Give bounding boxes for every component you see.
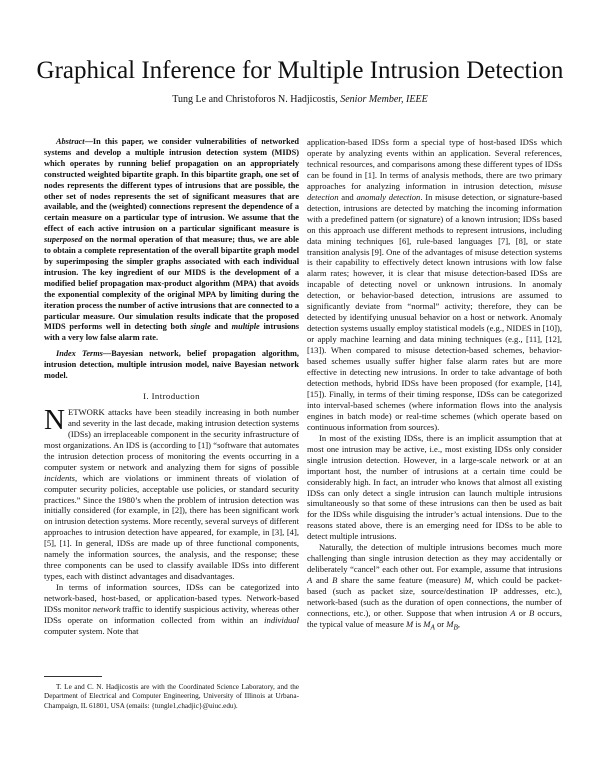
body-text: , <box>457 618 460 629</box>
intro-emphasis: incidents <box>44 472 76 483</box>
body-paragraph: In most of the existing IDSs, there is an implicit assumption that at most one intrusion may be active, i.e., most existing IDSs only consider single intrusion detection. However, in a large-scale network or at an important host, the number of intrusions at a certain time could be considerably high. In fact, an intruder who knows that almost all existing IDSs can only detect a single intrusion can launch multiple intrusions simultaneously so that some of these intrusions can then be used as bait for the IDSs while disguising the intruder’s actual intensions. Due to the reasons stated above, there is an emerging need for IDSs to be able to detect multiple intrusions. <box>307 432 562 542</box>
authors: Tung Le and Christoforos N. Hadjicostis, <box>172 94 338 105</box>
intro-text: , which are violations or imminent threats of violation of computer security policies, acceptable use policies, or standard security practices.” Since the 1980’s when the problem of intrusion detection was initially considered (for example, in [2]), there has been significant work on intrusion detection systems. More recently, several surveys of different approaches to intrusion detection have appeared, for example, in [3], [4], [5], [1]. In general, IDSs are made up of three functional components, namely the information sources, the analysis, and the response; these three components can be used to classify available IDSs into different types, each with distinct advantages and disadvantages. <box>44 472 299 582</box>
author-role: Senior Member, IEEE <box>340 94 428 105</box>
math-symbol: A <box>307 575 313 586</box>
intro-paragraph <box>44 582 299 637</box>
body-text: share the same feature (measure) <box>341 575 461 586</box>
body-text: and <box>341 191 354 202</box>
math-symbol: M <box>446 618 454 629</box>
left-column <box>44 137 299 637</box>
body-text: or <box>436 618 445 629</box>
abstract-text: and <box>214 322 228 332</box>
intro-text: computer system. Note that <box>44 625 139 636</box>
abstract-emphasis: multiple <box>231 322 260 332</box>
drop-cap: N <box>44 403 65 436</box>
body-text: , which could be packet-based (such as packet size, source/destination IP addresses, etc.), network-based (such as the duration of open connections, the number of connections, etc.), or other. Suppose that when intrusion <box>307 575 562 618</box>
intro-emphasis: individual <box>264 615 299 625</box>
index-terms-text: —Bayesian network, belief propagation algorithm, intrusion detection, multiple intrusion model, naive Bayesian network model. <box>44 349 299 381</box>
index-terms <box>44 349 299 382</box>
body-paragraph <box>307 542 562 633</box>
math-subscript: B <box>453 623 458 632</box>
body-emphasis: misuse detection <box>307 180 562 202</box>
intro-text: ETWORK attacks have been steadily increasing in both number and severity in the last decade, making intrusion detection systems (IDSs) an irreplaceable component in the security infrastructure of most organizations. An IDS is (according to [1]) “software that automates the intrusion detection process of monitoring the events occurring in a computer system or network and analyzing them for signs of possible <box>44 406 299 472</box>
abstract-text: —In this paper, we consider vulnerabilities of networked systems and develop a multiple intrusion detection system (MIDS) which operates by running belief propagation on an appropriately constructed weighted bipartite graph. In this bipartite graph, one set of nodes represents the different types of intrusions that are possible, the other set of nodes represents the set of significant measures that are available, and the (weighted) connections represent the dependence of a certain measure on a particular type of intrusion. We assume that the effect of each active intrusion on a particular significant measure is <box>44 137 299 234</box>
abstract-emphasis: superposed <box>44 235 83 245</box>
math-symbol: B <box>529 607 535 618</box>
body-text: or <box>518 607 526 618</box>
math-symbol: M <box>464 575 472 586</box>
abstract-emphasis: single <box>190 322 211 332</box>
body-text: application-based IDSs form a special type of host-based IDSs which operate by analyzing events within an application. Several references, technical resources, and comparisons among these different types of IDSs can be found in [1]. In terms of analysis methods, there are two primary approaches for analyzing information in intrusion detection, <box>307 137 562 191</box>
math-symbol: M <box>406 618 414 629</box>
math-symbol: A <box>510 607 516 618</box>
intro-text: In terms of information sources, IDSs can be categorized into network-based, host-based, or application-based types. Network-based IDSs monitor <box>44 582 299 615</box>
body-text: occurs, the typical value of measure <box>307 607 562 629</box>
abstract-text: intrusions with a very low false alarm rate. <box>44 322 300 343</box>
body-text: and <box>315 575 329 586</box>
right-column <box>307 137 562 634</box>
paper-title: Graphical Inference for Multiple Intrusion Detection <box>36 57 564 84</box>
body-text: . In misuse detection, or signature-based detection, intrusions are detected by matching the incoming information with a predefined pattern (or signature) of a known intrusion; IDSs based on this approach use different methods to represent intrusions, including data mining techniques [6], rule-based languages [7], [8], or state transition analysis [9]. One of the advantages of misuse detection systems is their capability to effectively detect known intrusions with low false alarm rates; however, it is clear that misuse detection-based IDSs are incapable of detecting novel or unknown intrusions. In anomaly detection, or behavior-based detection, intrusions are assumed to significantly deviate from “normal” activity; therefore, they can be detected by identifying unusual behavior on a host or network. Anomaly detection systems usually employ statistical models (e.g., NIDES in [10]), or apply machine learning and data mining techniques (e.g., [11], [12], [13]). When compared to misuse detection-based schemes, behavior-based schemes usually suffer higher false alarm rates but are more effective in detecting new intrusions. In order to take advantage of both detection methods, hybrid IDSs have been proposed (for example, [14], [15]). Finally, in terms of their timing response, IDSs can be categorized into interval-based schemes (where information flows into the analysis engines in batch mode) or real-time schemes (which operate based on continuous information from sources). <box>307 191 563 432</box>
footnote-divider <box>44 676 102 677</box>
math-symbol: B <box>332 575 338 586</box>
footnote: T. Le and C. N. Hadjicostis are with the Coordinated Science Laboratory, and the Department of Electrical and Computer Engineering, University of Illinois at Urbana-Champaign, IL 61801, USA (emails: {tungle1,chadjic}@uiuc.edu). <box>44 683 299 710</box>
abstract-label: Abstract <box>56 137 85 146</box>
abstract-text: on the normal operation of that measure; thus, we are able to obtain a complete representation of the overall bipartite graph model by superimposing the simpler graphs associated with each individual intrusion. The key ingredient of our MIDS is the development of a modified belief propagation max-product algorithm (MPA) that avoids the exponential complexity of the original MPA by limiting during the iteration process the number of active intrusions that are connected to a particular measure. Our simulation results indicate that the proposed MIDS performs well in detecting both <box>44 235 299 332</box>
math-symbol: M <box>423 618 431 629</box>
math-subscript: A <box>430 623 435 632</box>
body-text: is <box>415 618 422 629</box>
intro-text: traffic to identify suspicious activity, whereas other IDSs operate on information collected from within an <box>44 604 299 625</box>
author-line <box>0 94 600 106</box>
intro-emphasis: network <box>92 604 121 615</box>
section-heading: I. Introduction <box>143 390 200 401</box>
intro-paragraph <box>44 403 299 582</box>
index-terms-label: Index Terms <box>56 349 103 359</box>
body-text: Naturally, the detection of multiple intrusions becomes much more challenging than single intrusion detection as they may accidentally or deliberately “cancel” each other out. For example, assume that intrusions <box>307 542 562 575</box>
body-paragraph <box>307 137 562 433</box>
body-emphasis: anomaly detection <box>356 191 421 202</box>
abstract <box>44 137 299 344</box>
